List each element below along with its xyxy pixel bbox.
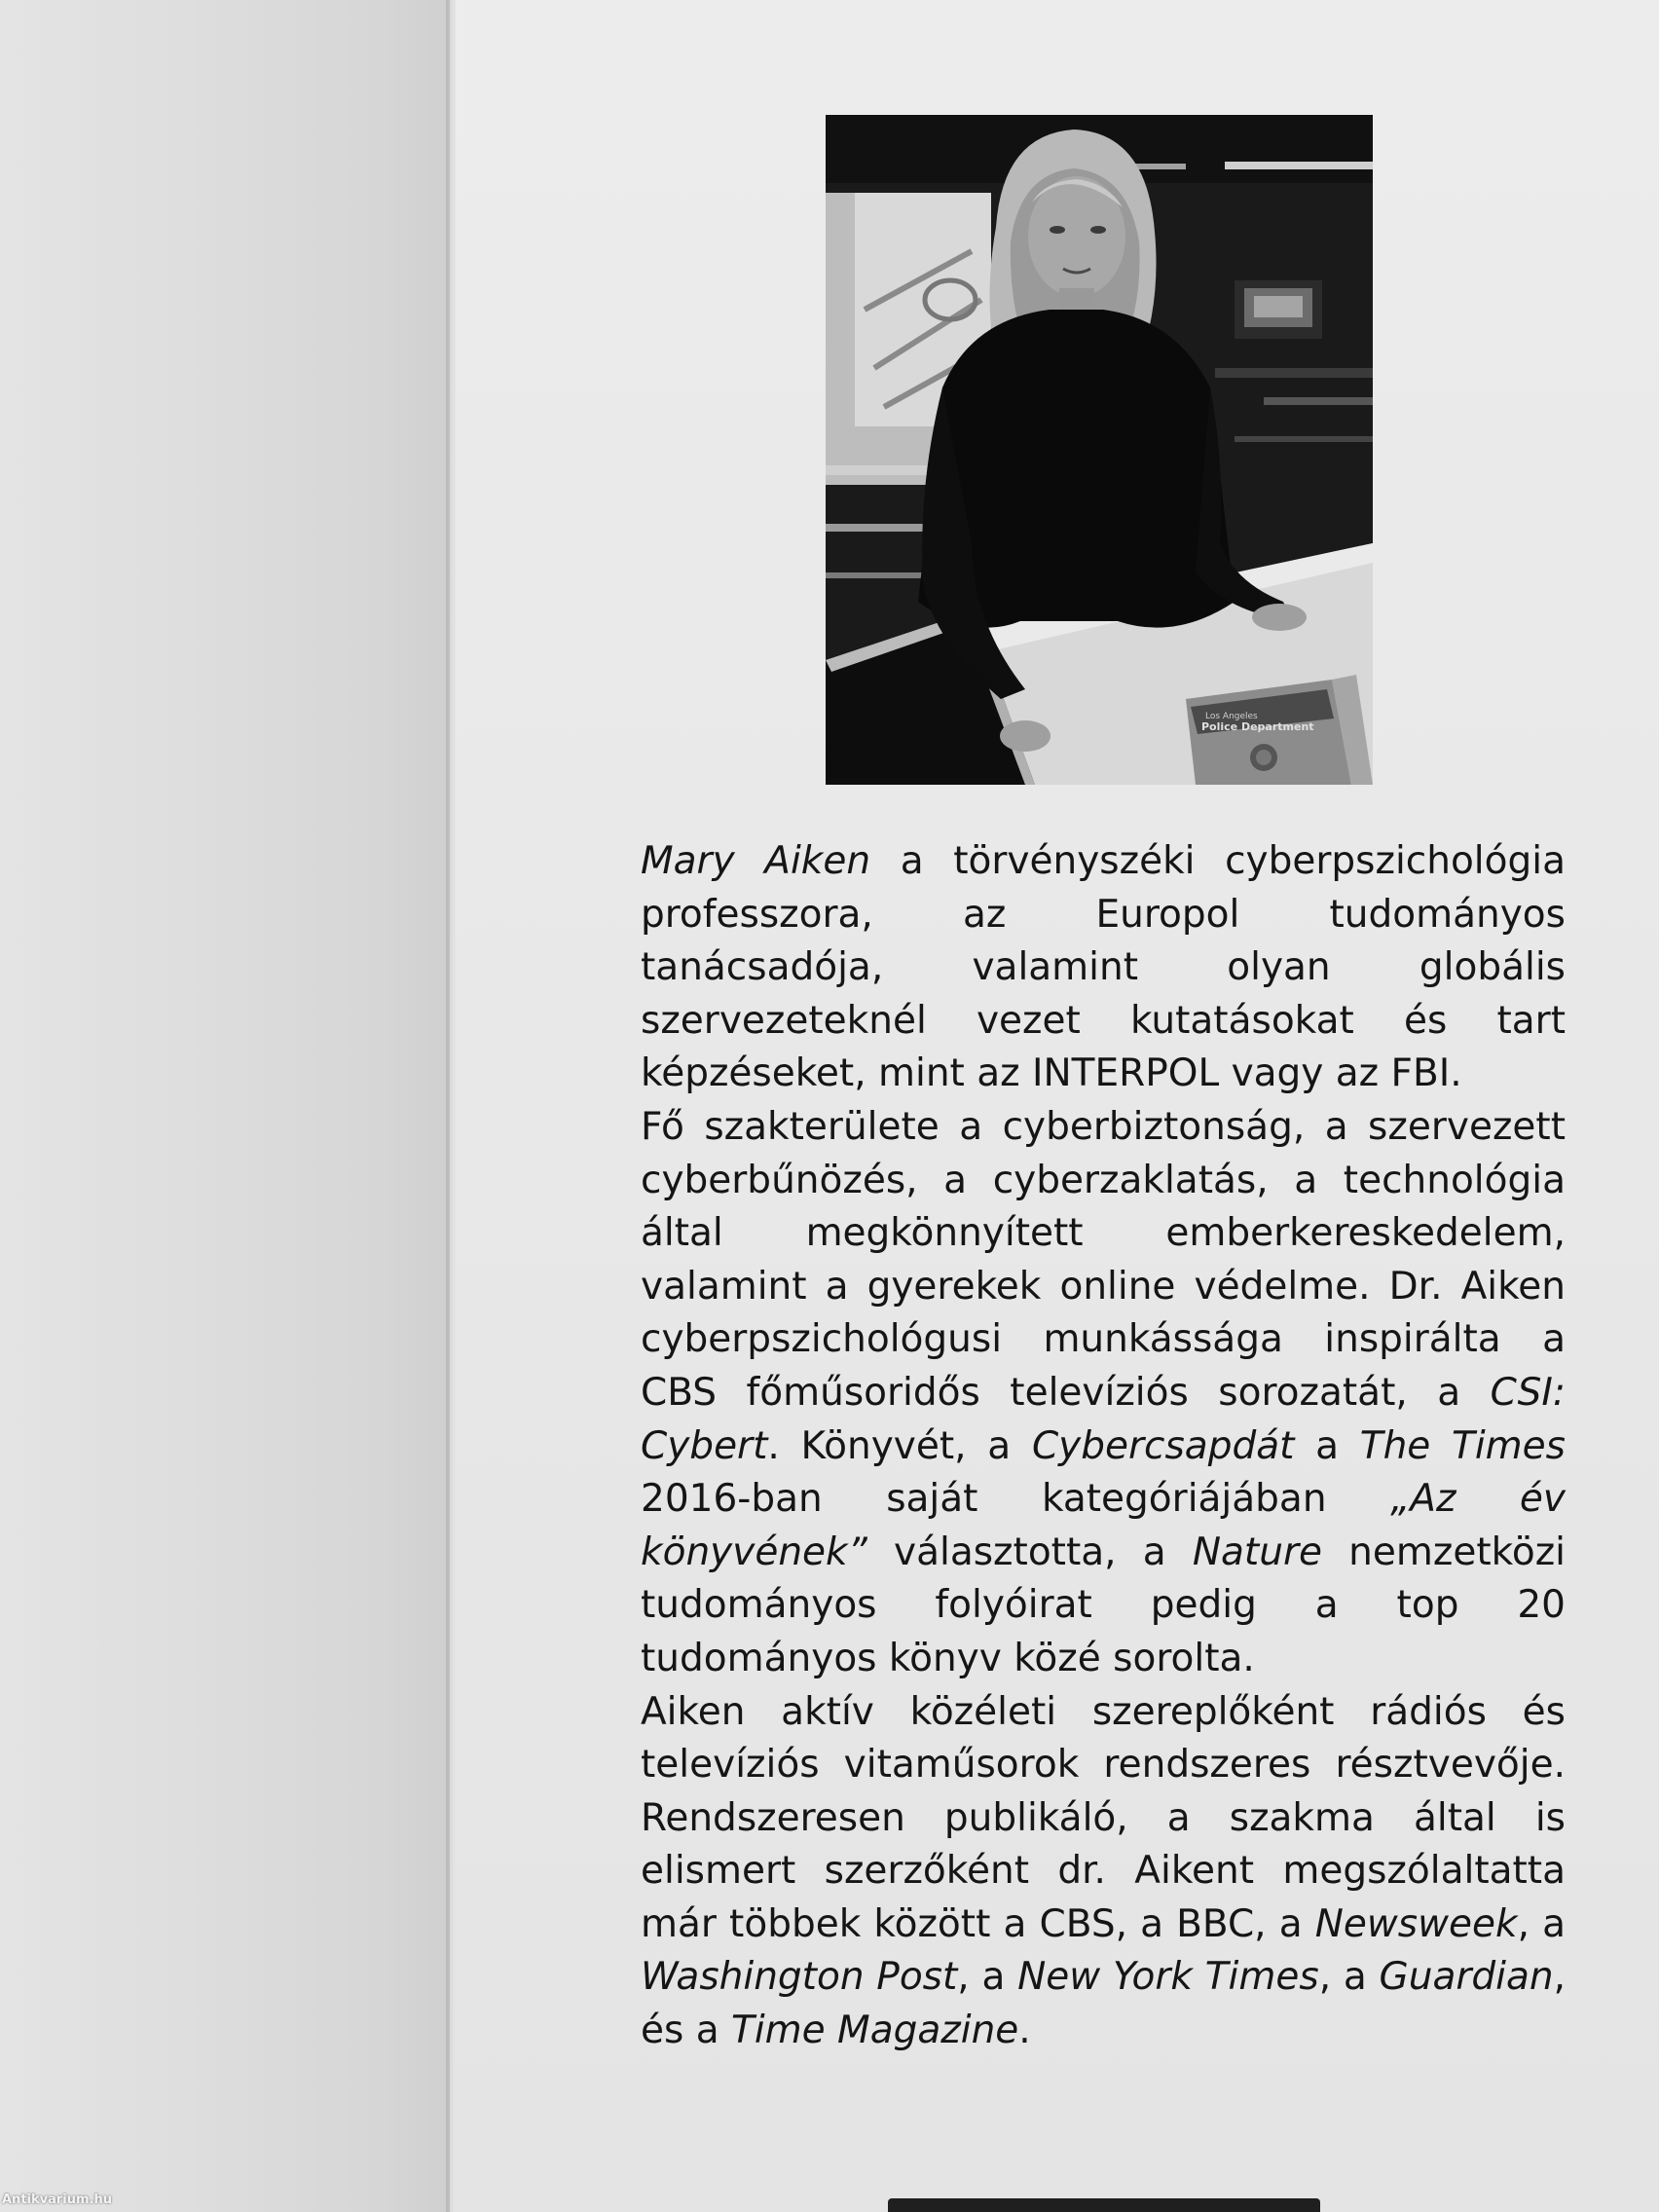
author-photo [826, 115, 1373, 785]
binder-label-top: Los Angeles [1205, 712, 1258, 721]
left-cover-flap [0, 0, 450, 2212]
flap-fold [446, 0, 456, 2212]
bottom-dark-strip [888, 2198, 1320, 2212]
bio-paragraph-3: Aiken aktív közéleti szereplőként rádiós és televíziós vitaműsorok rendszeres résztvevője. Rendszeresen publikáló, a szakma által is elismert szerzőként dr. Aikent megszólaltatta már többek között a CBS, a BBC, a Newsweek, a Washington Post, a New York Times, a Guardian, és a Time Magazine. [641, 1689, 1567, 2053]
bio-paragraph-1: Mary Aiken a törvényszéki cyberpszichológia professzora, az Europol tudományos tanácsadója, valamint olyan globális szervezeteknél vezet kutatásokat és tart képzéseket, mint az INTERPOL vagy az FBI. [641, 839, 1566, 1096]
author-bio [641, 835, 1566, 2058]
binder-label-title: Police Department [1201, 720, 1314, 733]
watermark: Antikvarium.hu [2, 2193, 112, 2207]
author-name: Mary Aiken [641, 839, 871, 883]
bio-paragraph-2: Fő szakterülete a cyberbiztonság, a szervezett cyberbűnözés, a cyberzaklatás, a technológia által megkönnyített emberkereskedelem, valamint a gyerekek online védelme. Dr. Aiken cyberpszichológusi munkássága inspirálta a CBS főműsoridős televíziós sorozatát, a CSI: Cybert. Könyvét, a Cybercsapdát a The Times 2016-ban saját kategóriájában „Az év könyvének” választotta, a Nature nemzetközi tudományos folyóirat pedig a top 20 tudományos könyv közé sorolta. [641, 1104, 1567, 1680]
